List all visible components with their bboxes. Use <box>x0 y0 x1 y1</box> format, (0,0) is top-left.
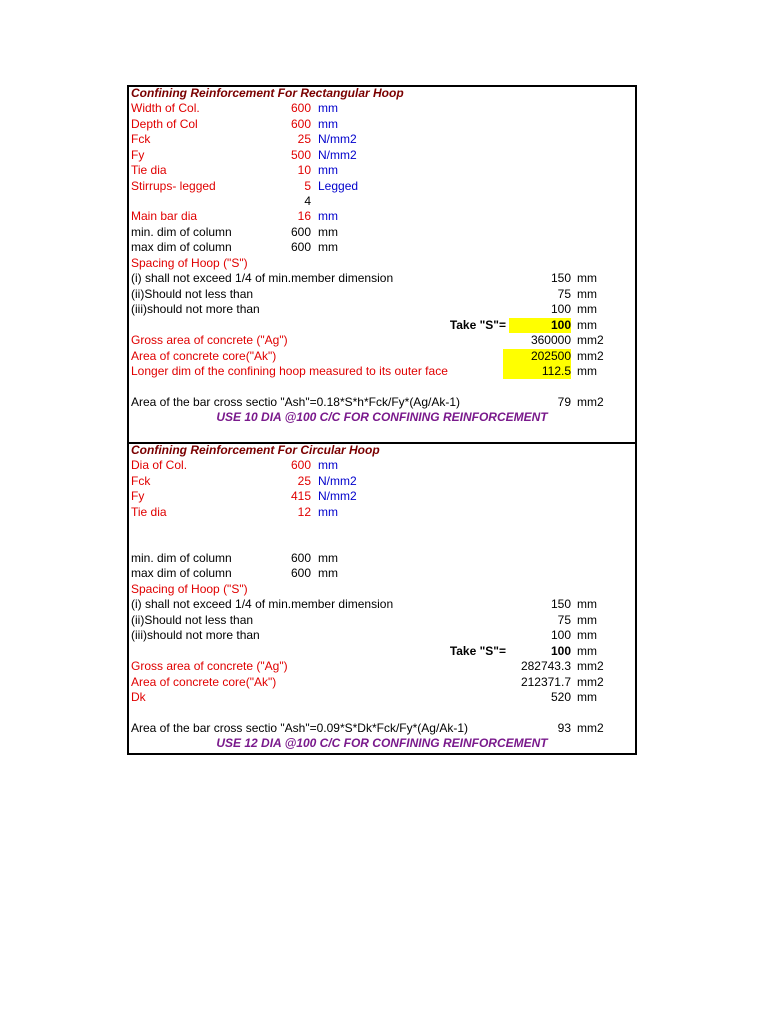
circ-ash-value: 93 <box>557 721 571 735</box>
ash-label: Area of the bar cross sectio "Ash"=0.18*S*h*Fck/Fy*(Ag/Ak-1) <box>131 395 460 409</box>
ash-value: 79 <box>557 395 571 409</box>
circ-ag-value: 282743.3 <box>520 659 571 673</box>
circular-hoop-section <box>127 442 637 755</box>
h-value: 112.5 <box>541 364 571 378</box>
circ-mindim-row <box>129 551 635 566</box>
tie-value[interactable]: 10 <box>297 163 311 177</box>
circ-maxdim-unit: mm <box>318 566 338 580</box>
circ-ak-unit: mm2 <box>577 675 604 689</box>
circ-take-value[interactable]: 100 <box>550 644 571 658</box>
mindim-value: 600 <box>290 225 311 239</box>
fy-label: Fy <box>131 148 145 162</box>
rect-tie-row <box>129 163 635 178</box>
maxdim-value: 600 <box>290 240 311 254</box>
cond2-label: (ii)Should not less than <box>131 287 254 301</box>
circ-cond3-label: (iii)should not more than <box>131 628 260 642</box>
rect-extra-row <box>129 194 635 209</box>
circ-ak-row <box>129 675 635 690</box>
circ-use-row <box>129 736 635 751</box>
circ-cond1-unit: mm <box>577 597 597 611</box>
circ-mindim-label: min. dim of column <box>131 551 232 565</box>
circ-ag-unit: mm2 <box>577 659 604 673</box>
ag-unit: mm2 <box>577 333 604 347</box>
circ-maxdim-row <box>129 566 635 581</box>
ag-label: Gross area of concrete ("Ag") <box>131 333 288 347</box>
circ-take-row <box>129 644 635 659</box>
circ-title-row <box>129 443 635 458</box>
fy-unit: N/mm2 <box>318 148 357 162</box>
cond1-unit: mm <box>577 271 597 285</box>
circ-cond3-row <box>129 628 635 643</box>
rect-width-row <box>129 101 635 116</box>
circ-cond1-row <box>129 597 635 612</box>
rect-depth-row <box>129 117 635 132</box>
circ-spacing-label: Spacing of Hoop ("S") <box>131 582 248 596</box>
rect-ak-row <box>129 349 635 364</box>
circ-tie-label: Tie dia <box>131 505 167 519</box>
maxdim-unit: mm <box>318 240 338 254</box>
circ-cond3-value: 100 <box>550 628 571 642</box>
circ-tie-unit: mm <box>318 505 338 519</box>
ak-unit: mm2 <box>577 349 604 363</box>
dia-value[interactable]: 600 <box>290 458 311 472</box>
cond3-unit: mm <box>577 302 597 316</box>
circ-tie-value[interactable]: 12 <box>297 505 311 519</box>
circ-fck-value[interactable]: 25 <box>297 474 311 488</box>
cond3-value: 100 <box>550 302 571 316</box>
circ-ash-row <box>129 721 635 736</box>
circ-cond3-unit: mm <box>577 628 597 642</box>
take-value[interactable]: 100 <box>550 318 571 332</box>
fck-label: Fck <box>131 132 151 146</box>
rect-cond1-row <box>129 271 635 286</box>
circ-take-label: Take "S"= <box>449 644 506 658</box>
maxdim-label: max dim of column <box>131 240 232 254</box>
depth-unit: mm <box>318 117 338 131</box>
rect-maxdim-row <box>129 240 635 255</box>
dia-label: Dia of Col. <box>131 458 188 472</box>
rect-cond3-row <box>129 302 635 317</box>
rect-h-row <box>129 364 635 379</box>
circ-fck-label: Fck <box>131 474 151 488</box>
fy-value[interactable]: 500 <box>290 148 311 162</box>
rect-fck-row <box>129 132 635 147</box>
h-unit: mm <box>577 364 597 378</box>
cond3-label: (iii)should not more than <box>131 302 260 316</box>
rect-spacing-row <box>129 256 635 271</box>
cond1-value: 150 <box>550 271 571 285</box>
rectangular-hoop-section <box>127 85 637 444</box>
depth-label: Depth of Col <box>131 117 198 131</box>
rect-use-row <box>129 410 635 425</box>
circ-take-unit: mm <box>577 644 597 658</box>
h-label: Longer dim of the confining hoop measured to its outer face <box>131 364 448 378</box>
circ-mindim-unit: mm <box>318 551 338 565</box>
tie-label: Tie dia <box>131 163 167 177</box>
ag-value: 360000 <box>530 333 571 347</box>
circ-ag-label: Gross area of concrete ("Ag") <box>131 659 288 673</box>
rect-title-row <box>129 86 635 101</box>
circ-fck-row <box>129 474 635 489</box>
mindim-label: min. dim of column <box>131 225 232 239</box>
fck-unit: N/mm2 <box>318 132 357 146</box>
circ-ash-label: Area of the bar cross sectio "Ash"=0.09*S*Dk*Fck/Fy*(Ag/Ak-1) <box>131 721 468 735</box>
circ-ash-unit: mm2 <box>577 721 604 735</box>
rect-title: Confining Reinforcement For Rectangular Hoop <box>131 86 404 100</box>
circ-maxdim-label: max dim of column <box>131 566 232 580</box>
circ-fy-value[interactable]: 415 <box>290 489 311 503</box>
cond2-unit: mm <box>577 287 597 301</box>
circ-ag-row <box>129 659 635 674</box>
ash-unit: mm2 <box>577 395 604 409</box>
circ-maxdim-value: 600 <box>290 566 311 580</box>
tie-unit: mm <box>318 163 338 177</box>
dk-unit: mm <box>577 690 597 704</box>
circ-use-text: USE 12 DIA @100 C/C FOR CONFINING REINFORCEMENT <box>216 736 548 750</box>
take-unit: mm <box>577 318 597 332</box>
circ-fy-unit: N/mm2 <box>318 489 357 503</box>
circ-cond1-label: (i) shall not exceed 1/4 of min.member dimension <box>131 597 394 611</box>
circ-ak-label: Area of concrete core("Ak") <box>131 675 277 689</box>
circ-dia-row <box>129 458 635 473</box>
width-value[interactable]: 600 <box>290 101 311 115</box>
circ-cond2-value: 75 <box>557 613 571 627</box>
circ-spacing-row <box>129 582 635 597</box>
rect-stirrups-row <box>129 179 635 194</box>
rect-mindim-row <box>129 225 635 240</box>
depth-value[interactable]: 600 <box>290 117 311 131</box>
extra-value: 4 <box>304 194 311 208</box>
stirrups-unit: Legged <box>318 179 359 193</box>
circ-title: Confining Reinforcement For Circular Hoop <box>131 443 380 457</box>
width-unit: mm <box>318 101 338 115</box>
circ-fck-unit: N/mm2 <box>318 474 357 488</box>
circ-mindim-value: 600 <box>290 551 311 565</box>
stirrups-label: Stirrups- legged <box>131 179 216 193</box>
circ-cond2-label: (ii)Should not less than <box>131 613 254 627</box>
mainbar-label: Main bar dia <box>131 209 198 223</box>
circ-fy-label: Fy <box>131 489 145 503</box>
rect-fy-row <box>129 148 635 163</box>
mainbar-value[interactable]: 16 <box>297 209 311 223</box>
dk-value: 520 <box>550 690 571 704</box>
rect-ag-row <box>129 333 635 348</box>
stirrups-value[interactable]: 5 <box>304 179 311 193</box>
rect-mainbar-row <box>129 209 635 224</box>
spacing-label: Spacing of Hoop ("S") <box>131 256 248 270</box>
rect-use-text: USE 10 DIA @100 C/C FOR CONFINING REINFORCEMENT <box>216 410 548 424</box>
circ-cond2-unit: mm <box>577 613 597 627</box>
rect-take-row <box>129 318 635 333</box>
rect-ash-row <box>129 395 635 410</box>
mainbar-unit: mm <box>318 209 338 223</box>
circ-fy-row <box>129 489 635 504</box>
mindim-unit: mm <box>318 225 338 239</box>
dia-unit: mm <box>318 458 338 472</box>
circ-cond2-row <box>129 613 635 628</box>
width-label: Width of Col. <box>131 101 200 115</box>
fck-value[interactable]: 25 <box>297 132 311 146</box>
circ-cond1-value: 150 <box>550 597 571 611</box>
take-label: Take "S"= <box>449 318 506 332</box>
cond1-label: (i) shall not exceed 1/4 of min.member dimension <box>131 271 394 285</box>
ak-label: Area of concrete core("Ak") <box>131 349 277 363</box>
dk-label: Dk <box>131 690 146 704</box>
circ-dk-row <box>129 690 635 705</box>
cond2-value: 75 <box>557 287 571 301</box>
rect-cond2-row <box>129 287 635 302</box>
circ-tie-row <box>129 505 635 520</box>
ak-value: 202500 <box>530 349 571 363</box>
circ-ak-value: 212371.7 <box>520 675 571 689</box>
